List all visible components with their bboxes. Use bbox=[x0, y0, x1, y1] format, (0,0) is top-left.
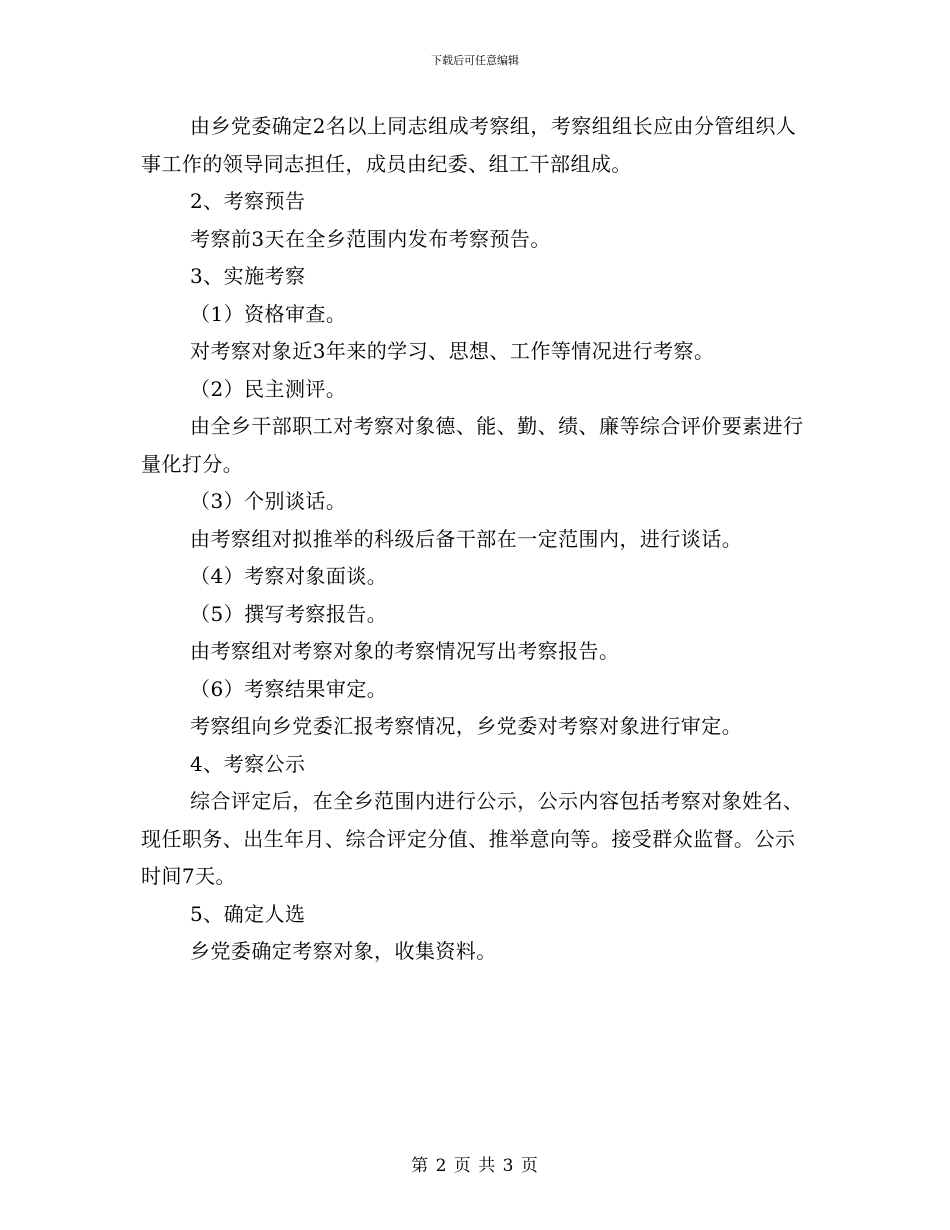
paragraph-9: （3）个别谈话。 bbox=[190, 489, 347, 513]
paragraph-18: 5、确定人选 bbox=[190, 901, 306, 926]
paragraph-7: （2）民主测评。 bbox=[190, 376, 347, 401]
paragraph-2: 2、考察预告 bbox=[190, 189, 306, 213]
paragraph-12: （5）撰写考察报告。 bbox=[190, 601, 388, 626]
paragraph-11: （4）考察对象面谈。 bbox=[190, 564, 388, 588]
paragraph-10: 由考察组对拟推举的科级后备干部在一定范围内，进行谈话。 bbox=[190, 526, 743, 551]
paragraph-19: 乡党委确定考察对象，收集资料。 bbox=[190, 939, 497, 963]
paragraph-16: 4、考察公示 bbox=[190, 751, 306, 776]
paragraph-6: 对考察对象近3年来的学习、思想、工作等情况进行考察。 bbox=[190, 339, 715, 363]
document-body bbox=[141, 108, 805, 971]
paragraph-13: 由考察组对考察对象的考察情况写出考察报告。 bbox=[190, 639, 620, 663]
paragraph-8: 由全乡干部职工对考察对象德、能、勤、绩、廉等综合评价要素进行量化打分。 bbox=[141, 414, 804, 476]
paragraph-1: 由乡党委确定2名以上同志组成考察组，考察组组长应由分管组织人事工作的领导同志担任，成员由纪委、组工干部组成。 bbox=[141, 114, 797, 176]
paragraph-5: （1）资格审查。 bbox=[190, 301, 347, 326]
page-number: 第 2 页 共 3 页 bbox=[411, 1156, 539, 1176]
paragraph-14: （6）考察结果审定。 bbox=[190, 676, 388, 701]
page-header-note: 下载后可任意编辑 bbox=[431, 54, 519, 67]
paragraph-15: 考察组向乡党委汇报考察情况，乡党委对考察对象进行审定。 bbox=[190, 714, 743, 738]
paragraph-4: 3、实施考察 bbox=[190, 264, 306, 288]
paragraph-3: 考察前3天在全乡范围内发布考察预告。 bbox=[190, 226, 551, 251]
paragraph-17: 综合评定后，在全乡范围内进行公示，公示内容包括考察对象姓名、现任职务、出生年月、综合评定分值、推举意向等。接受群众监督。公示时间7天。 bbox=[141, 789, 804, 888]
